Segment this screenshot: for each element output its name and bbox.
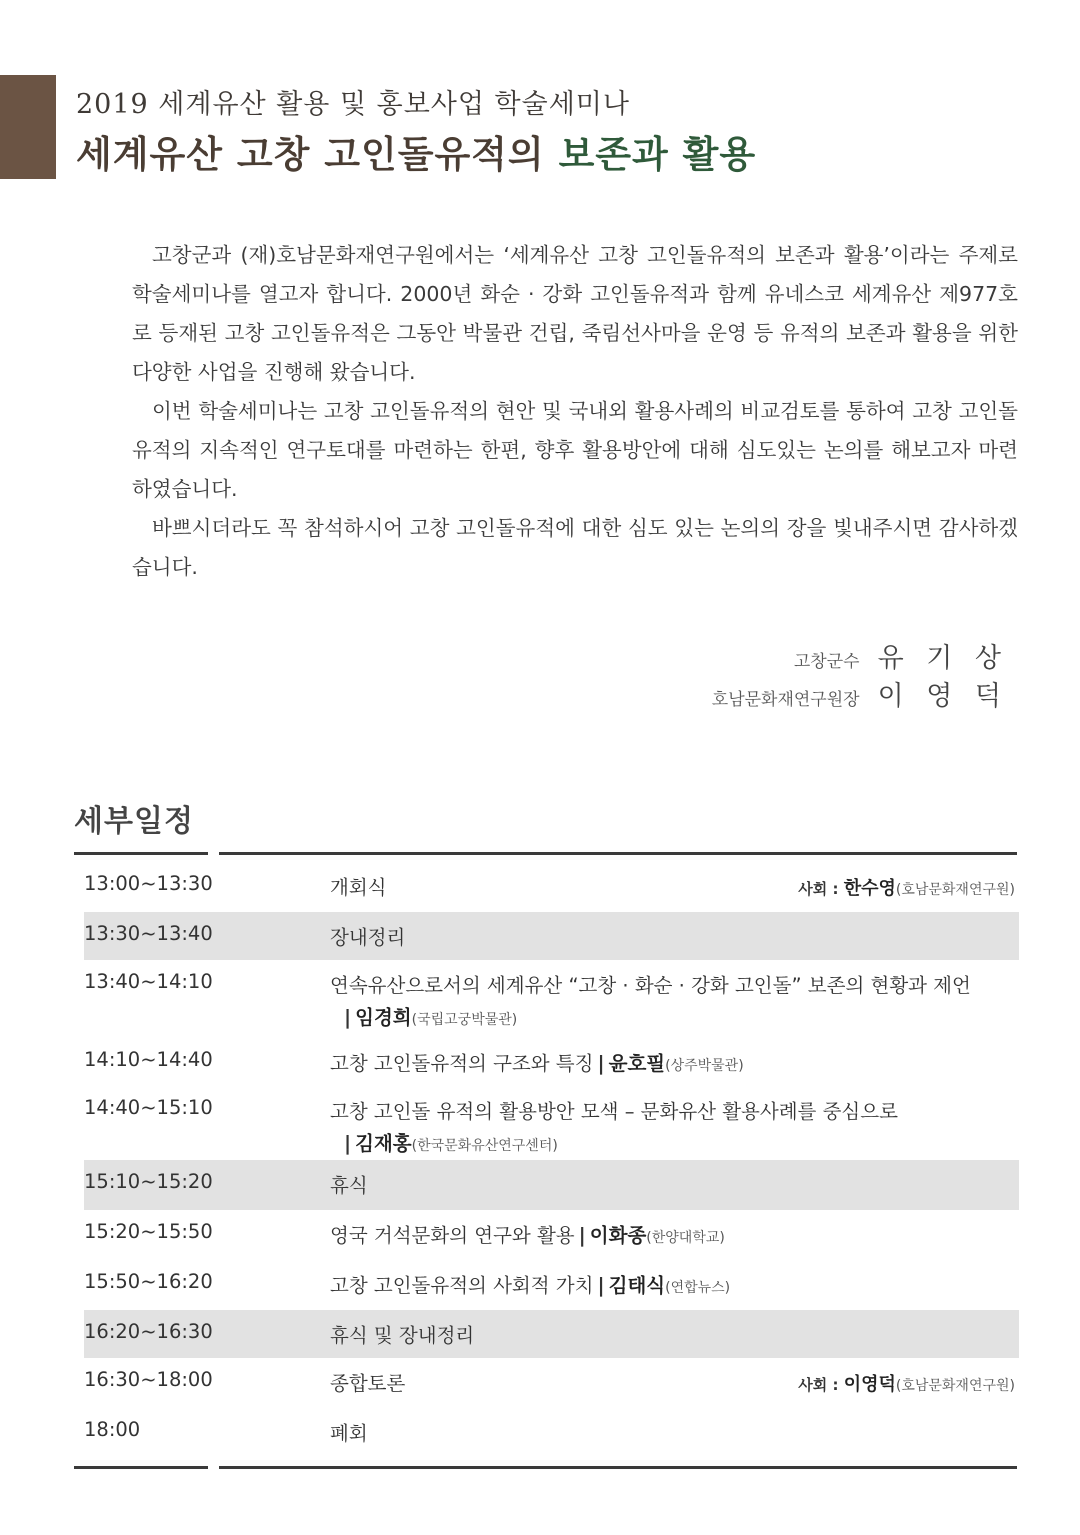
schedule-topic-text: 휴식 및 장내정리 [330, 1324, 475, 1347]
schedule-topic-text: 휴식 [330, 1174, 368, 1197]
host-affiliation: (호남문화재연구원) [895, 882, 1015, 898]
title-highlight: 보존과 활용 [558, 132, 757, 176]
speaker-name: 윤호필 [608, 1052, 666, 1075]
schedule-topic-text: 연속유산으로서의 세계유산 “고창 · 화순 · 강화 고인돌” 보존의 현황과 제언 [330, 974, 971, 997]
schedule-topic-text: 영국 거석문화의 연구와 활용 [330, 1224, 575, 1247]
schedule-topic-text: 개회식 [330, 876, 387, 899]
schedule-time: 18:00 [84, 1418, 141, 1441]
schedule-top-rule-right [219, 852, 1017, 855]
schedule-row [84, 1358, 1019, 1408]
speaker-affiliation: (한양대학교) [646, 1230, 725, 1246]
schedule-host [798, 874, 1015, 900]
schedule-top-rule-left [74, 852, 208, 855]
schedule-row [84, 1260, 1019, 1310]
schedule-topic [330, 1270, 730, 1298]
schedule-row [84, 1038, 1019, 1086]
schedule-topic [330, 922, 405, 950]
speaker-affiliation: (국립고궁박물관) [411, 1012, 518, 1028]
signature-governor [794, 636, 1008, 675]
schedule-topic-text: 종합토론 [330, 1372, 406, 1395]
schedule-topic-text: 고창 고인돌유적의 사회적 가치 [330, 1274, 594, 1297]
schedule-time: 13:00~13:30 [84, 872, 213, 895]
page-subtitle: 2019 세계유산 활용 및 홍보사업 학술세미나 [76, 89, 630, 120]
schedule-time: 15:50~16:20 [84, 1270, 213, 1293]
speaker-affiliation: (상주박물관) [665, 1058, 744, 1074]
schedule-time: 15:20~15:50 [84, 1220, 213, 1243]
speaker-separator: | [344, 1006, 352, 1029]
schedule-speaker [340, 1002, 517, 1030]
speaker-separator: | [578, 1224, 586, 1247]
host-name: 이영덕 [843, 1374, 896, 1395]
title-main: 세계유산 고창 고인돌유적의 [76, 132, 559, 176]
schedule-time: 16:30~18:00 [84, 1368, 213, 1391]
header-accent-bar [0, 75, 56, 179]
schedule-topic [330, 1170, 368, 1198]
schedule-host [798, 1370, 1015, 1396]
host-name: 한수영 [843, 878, 896, 899]
schedule-row [84, 960, 1019, 1038]
schedule-bottom-rule-left [74, 1466, 208, 1469]
schedule-topic [330, 1096, 898, 1124]
schedule-topic [330, 872, 387, 900]
schedule-time: 14:10~14:40 [84, 1048, 213, 1071]
schedule-topic [330, 970, 971, 998]
signature-director [712, 674, 1008, 713]
signature-org: 고창군수 [793, 652, 860, 672]
schedule-topic-text: 고창 고인돌유적의 구조와 특징 [330, 1052, 594, 1075]
intro-paragraph: 이번 학술세미나는 고창 고인돌유적의 현안 및 국내외 활용사례의 비교검토를 통하여 고창 고인돌유적의 지속적인 연구토대를 마련하는 한편, 향후 활용방안에 대해 심도있는 논의를 해보고자 마련하였습니다. [132, 399, 1018, 501]
schedule-time: 14:40~15:10 [84, 1096, 213, 1119]
schedule-time: 15:10~15:20 [84, 1170, 213, 1193]
schedule-topic-text: 장내정리 [330, 926, 406, 949]
host-affiliation: (호남문화재연구원) [895, 1378, 1015, 1394]
schedule-row [84, 912, 1019, 960]
schedule-time: 13:30~13:40 [84, 922, 213, 945]
schedule-bottom-rule-right [219, 1466, 1017, 1469]
page-title [76, 124, 756, 178]
schedule-topic [330, 1320, 474, 1348]
schedule-time: 16:20~16:30 [84, 1320, 213, 1343]
schedule-row [84, 1310, 1019, 1358]
schedule-topic-text: 폐회 [330, 1422, 368, 1445]
intro-paragraph: 바쁘시더라도 꼭 참석하시어 고창 고인돌유적에 대한 심도 있는 논의의 장을 빛내주시면 감사하겠습니다. [132, 516, 1018, 579]
schedule-topic [330, 1220, 725, 1248]
schedule-topic [330, 1048, 744, 1076]
signature-name: 이 영 덕 [877, 681, 1008, 712]
speaker-separator: | [344, 1132, 352, 1155]
schedule-speaker [340, 1128, 558, 1156]
speaker-separator: | [597, 1052, 605, 1075]
schedule-topic [330, 1418, 368, 1446]
intro-text [132, 236, 1018, 587]
schedule-row [84, 1086, 1019, 1160]
signature-org: 호남문화재연구원장 [711, 690, 860, 710]
speaker-name: 김태식 [608, 1274, 666, 1297]
host-label: 사회 : [798, 1376, 844, 1394]
speaker-name: 김재홍 [355, 1132, 412, 1155]
signature-name: 유 기 상 [877, 643, 1008, 674]
schedule-row [84, 862, 1019, 912]
schedule-topic [330, 1368, 405, 1396]
schedule-row [84, 1160, 1019, 1210]
schedule-topic-text: 고창 고인돌 유적의 활용방안 모색 – 문화유산 활용사례를 중심으로 [330, 1100, 898, 1123]
speaker-name: 이화종 [589, 1224, 647, 1247]
host-label: 사회 : [798, 880, 844, 898]
speaker-affiliation: (연합뉴스) [665, 1280, 731, 1296]
speaker-separator: | [597, 1274, 605, 1297]
schedule-table [84, 862, 1019, 1458]
speaker-affiliation: (한국문화유산연구센터) [411, 1138, 558, 1154]
schedule-row [84, 1408, 1019, 1458]
speaker-name: 임경희 [355, 1006, 412, 1029]
schedule-time: 13:40~14:10 [84, 970, 213, 993]
schedule-row [84, 1210, 1019, 1260]
intro-paragraph: 고창군과 (재)호남문화재연구원에서는 ‘세계유산 고창 고인돌유적의 보존과 활용’이라는 주제로 학술세미나를 열고자 합니다. 2000년 화순 · 강화 고인돌유적과 함께 유네스코 세계유산 제977호로 등재된 고창 고인돌유적은 그동안 박물관 건립, 죽림선사마을 운영 등 유적의 보존과 활용을 위한 다양한 사업을 진행해 왔습니다. [132, 243, 1018, 384]
schedule-title: 세부일정 [74, 804, 194, 839]
